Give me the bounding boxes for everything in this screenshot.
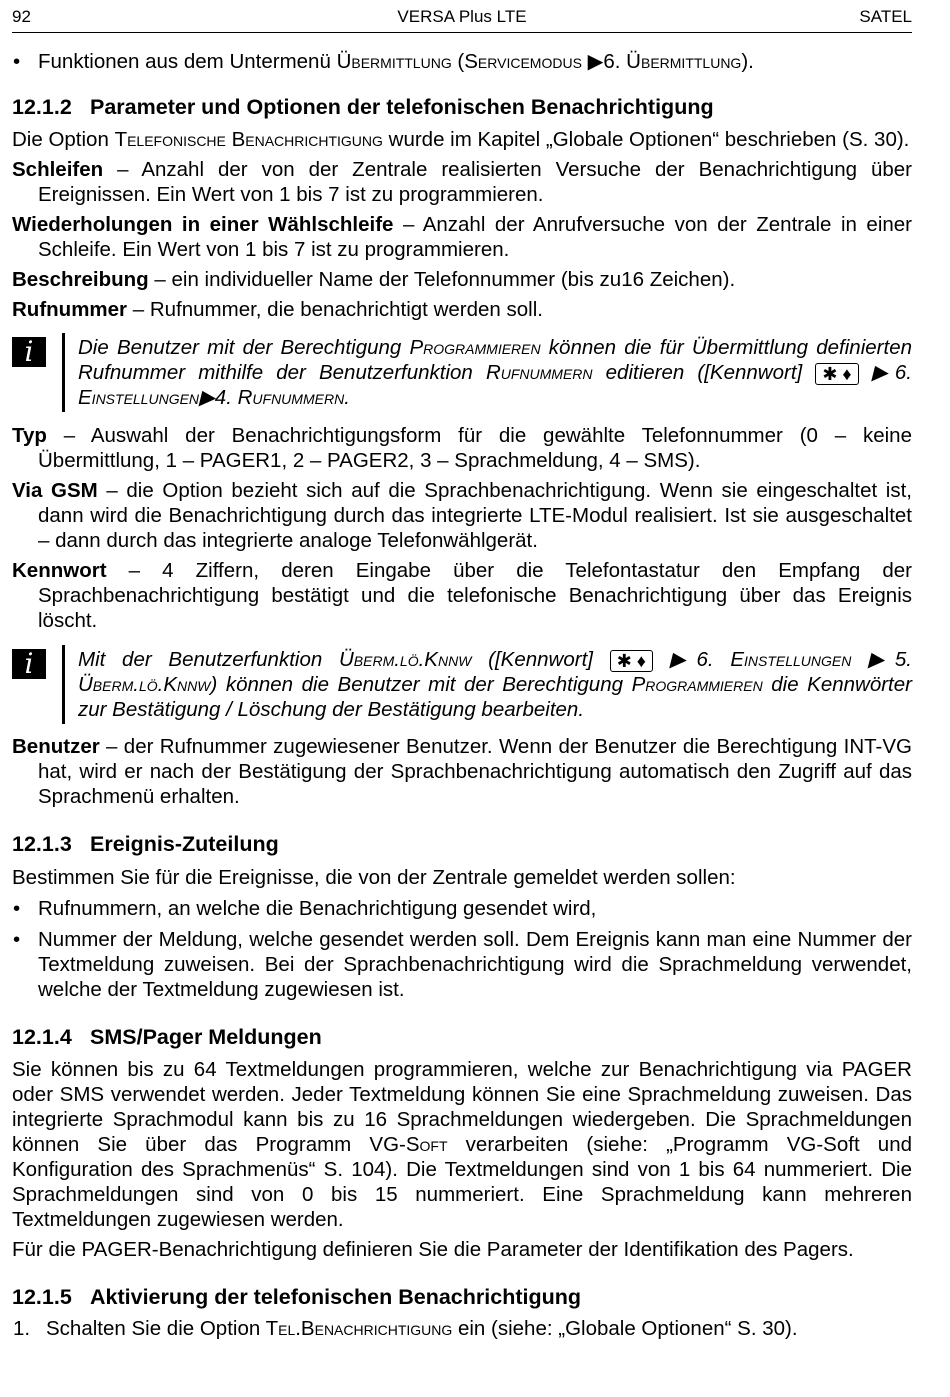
definition-rufnummer: Rufnummer – Rufnummer, die benachrichtigt werden soll. bbox=[12, 298, 543, 321]
info-note-kennwort: i Mit der Benutzerfunktion Überm.lö.Knnw ([Kennwort] ✱ ♦ ▶6. Einstellungen ▶5. Überm.lö.Knnw) können die Benutzer mit der Berechtigung Programmieren die Kennwörter zur Bestätigung / Löschung der Bestätigung bearbeiten. bbox=[12, 647, 912, 722]
definition-typ: Typ – Auswahl der Benachrichtigungsform für die gewählte Telefonnummer (0 – keine Übermittlung, 1 – PAGER1, 2 – PAGER2, 3 – Sprachmeldung, 4 – SMS). bbox=[12, 424, 912, 472]
definition-wiederholungen: Wiederholungen in einer Wählschleife – Anzahl der Anrufversuche von der Zentrale in einer Schleife. Ein Wert von 1 bis 7 ist zu programmieren. bbox=[12, 213, 913, 261]
definition-benutzer: Benutzer – der Rufnummer zugewiesener Benutzer. Wenn der Benutzer die Berechtigung INT-VG hat, wird er nach der Bestätigung der Sprachbenachrichtigung automatisch den Zugriff auf das Sprachmenü erhalten. bbox=[12, 735, 912, 808]
star-hash-key-icon: ✱ ♦ bbox=[610, 650, 653, 672]
definition-via-gsm: Via GSM – die Option bezieht sich auf die Sprachbenachrichtigung. Wenn sie eingeschaltet ist, dann wird die Benachrichtigung durch das integrierte LTE-Modul realisiert. Ist sie ausgeschaltet – dann durch das integrierte analoge Telefonwählgerät. bbox=[12, 479, 912, 552]
list-item: • Rufnummern, an welche die Benachrichtigung gesendet wird, bbox=[12, 896, 912, 921]
star-hash-key-icon: ✱ ♦ bbox=[815, 363, 858, 385]
paragraph-ereignis-intro: Bestimmen Sie für die Ereignisse, die von der Zentrale gemeldet werden sollen: bbox=[12, 866, 736, 889]
paragraph-textmeldungen: Sie können bis zu 64 Textmeldungen programmieren, welche zur Benachrichtigung via PAGER oder SMS verwendet werden. Jeder Textmeldung können Sie eine Sprachmeldung zuweisen. Das integrierte Sprachmodul kann bis zu 16 Sprachmeldungen wiedergeben. Die Sprachmeldungen können Sie über das Programm VG-Soft verarbeiten (siehe: „Programm VG-Soft und Konfiguration des Sprachmenüs“ S. 104). Die Textmeldungen sind von 1 bis 64 nummeriert. Die Sprachmeldungen sind von 0 bis 15 nummeriert. Eine Sprachmeldung kann mehreren Textmeldungen zugewiesen werden. bbox=[12, 1058, 912, 1231]
brand-name: SATEL bbox=[859, 7, 912, 26]
info-icon: i bbox=[12, 337, 46, 367]
page-header bbox=[12, 4, 912, 33]
info-icon: i bbox=[12, 649, 46, 679]
note-divider bbox=[62, 645, 65, 724]
note-divider bbox=[62, 333, 65, 412]
paragraph-pager: Für die PAGER-Benachrichtigung definieren Sie die Parameter der Identifikation des Pagers. bbox=[12, 1238, 854, 1261]
numbered-list-item: 1. Schalten Sie die Option Tel.Benachrichtigung ein (siehe: „Globale Optionen“ S. 30). bbox=[13, 1317, 798, 1340]
manual-page bbox=[12, 0, 912, 1341]
page-number: 92 bbox=[12, 7, 31, 26]
section-heading-12-1-5: 12.1.5 Aktivierung der telefonischen Benachrichtigung bbox=[12, 1285, 581, 1309]
section-heading-12-1-2: 12.1.2 Parameter und Optionen der telefonischen Benachrichtigung bbox=[12, 95, 714, 119]
document-title: VERSA Plus LTE bbox=[397, 7, 527, 26]
info-note-rufnummern: i Die Benutzer mit der Berechtigung Programmieren können die für Übermittlung definierten Rufnummer mithilfe der Benutzerfunktion Rufnummern editieren ([Kennwort] ✱ ♦ ▶6. Einstellungen▶4. Rufnummern. bbox=[12, 335, 912, 410]
paragraph-telefonische-option: Die Option Telefonische Benachrichtigung wurde im Kapitel „Globale Optionen“ beschrieben (S. 30). bbox=[12, 128, 910, 151]
list-item: • Nummer der Meldung, welche gesendet werden soll. Dem Ereignis kann man eine Nummer der Textmeldung zuweisen. Bei der Sprachbenachrichtigung wird die Sprachmeldung verwendet, welche der Textmeldung zugewiesen ist. bbox=[12, 927, 912, 1002]
definition-beschreibung: Beschreibung – ein individueller Name der Telefonnummer (bis zu16 Zeichen). bbox=[12, 268, 736, 291]
definition-kennwort: Kennwort – 4 Ziffern, deren Eingabe über die Telefontastatur den Empfang der Sprachbenachrichtigung bestätigt und die telefonische Benachrichtigung über das Ereignis löscht. bbox=[12, 559, 912, 632]
definition-schleifen: Schleifen – Anzahl der von der Zentrale realisierten Versuche der Benachrichtigung über Ereignissen. Ein Wert von 1 bis 7 ist zu programmieren. bbox=[12, 158, 912, 206]
section-heading-12-1-3: 12.1.3 Ereignis-Zuteilung bbox=[12, 832, 279, 856]
intro-bullet: • Funktionen aus dem Untermenü Übermittlung (Servicemodus ▶6. Übermittlung). bbox=[12, 49, 912, 74]
section-heading-12-1-4: 12.1.4 SMS/Pager Meldungen bbox=[12, 1025, 322, 1049]
